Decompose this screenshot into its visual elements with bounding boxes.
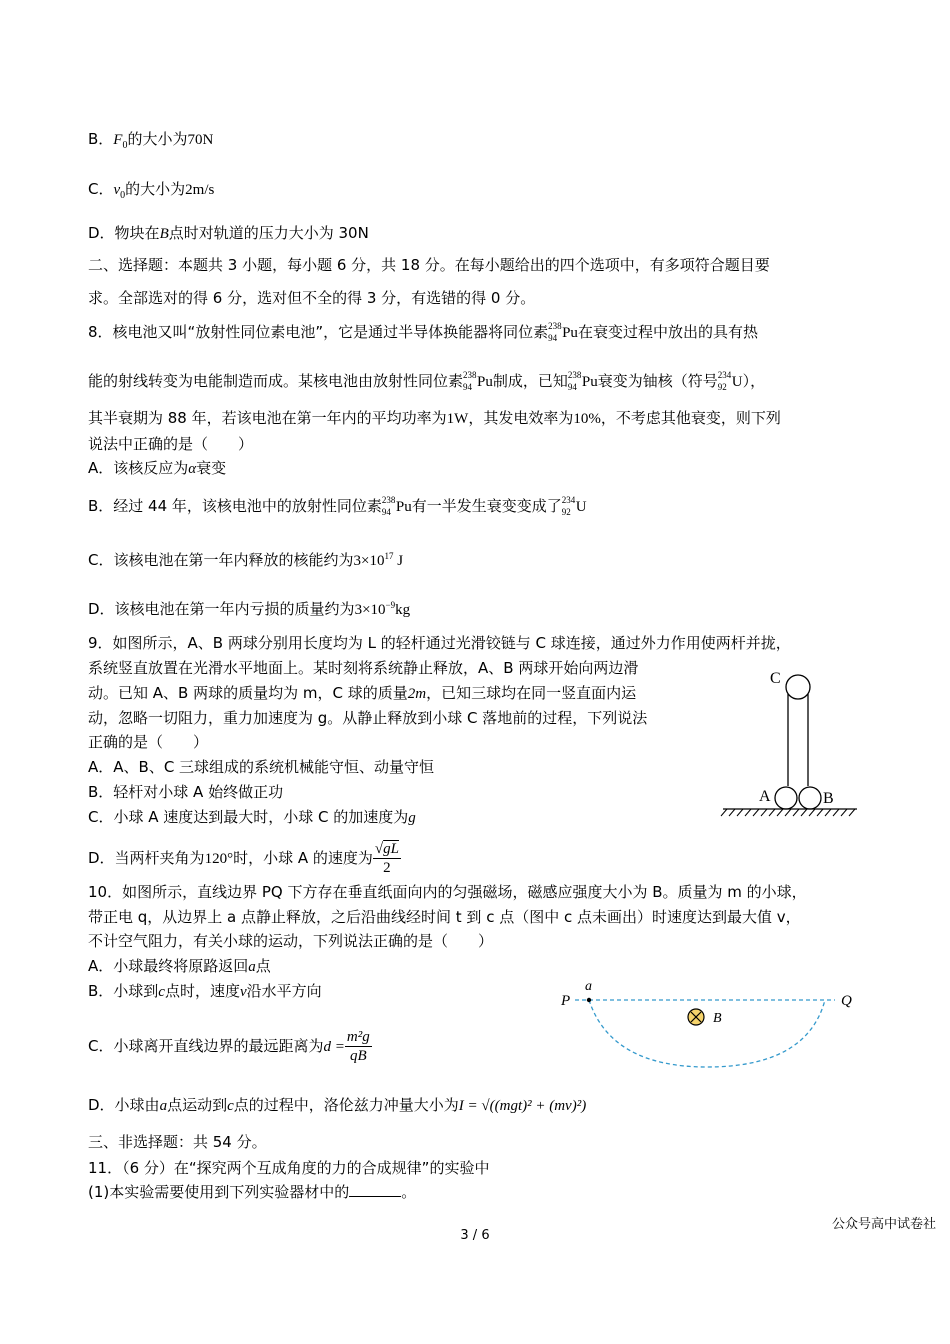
q10-stem-line1: 10．如图所示，直线边界 PQ 下方存在垂直纸面向内的匀强磁场，磁感应强度大小为 B。质量为 m 的小球， xyxy=(88,883,807,901)
label-a: A xyxy=(759,788,771,805)
label-q: Q xyxy=(841,993,852,1009)
q8-stem-line4: 说法中正确的是（ ） xyxy=(88,435,254,453)
q7-option-b: B．$F_0$的大小为70N xyxy=(88,130,214,151)
section2-heading-line1: 二、选择题：本题共 3 小题，每小题 6 分，共 18 分。在每小题给出的四个选项中，有多项符合题目要 xyxy=(88,256,770,274)
section2-heading-line2: 求。全部选对的得 6 分，选对但不全的得 3 分，有选错的得 0 分。 xyxy=(88,289,536,307)
q7-option-d: D．物块在B点时对轨道的压力大小为 30N xyxy=(88,224,369,242)
q10-stem-line2: 带正电 q，从边界上 a 点静止释放，之后沿曲线经时间 t 到 c 点（图中 c 点未画出）时速度达到最大值 v， xyxy=(88,908,801,926)
q8-option-a: A．该核反应为α衰变 xyxy=(88,459,227,477)
q9-option-c: C．小球 A 速度达到最大时，小球 C 的加速度为g xyxy=(88,808,416,826)
label-b: B xyxy=(713,1011,722,1026)
q9-option-b: B．轻杆对小球 A 始终做正功 xyxy=(88,783,284,801)
answer-blank[interactable] xyxy=(349,1182,401,1197)
q8-option-d: D．该核电池在第一年内亏损的质量约为$3\times 10^{-9}kg$ xyxy=(88,600,411,618)
q9-stem-line1: 9．如图所示，A、B 两球分别用长度均为 L 的轻杆通过光滑铰链与 C 球连接，通过外力作用使两杆并拢， xyxy=(88,634,791,652)
q9-stem-line3: 动。已知 A、B 两球的质量均为 m，C 球的质量2m，已知三球均在同一竖直面内运 xyxy=(88,684,637,702)
q8-option-c: C．该核电池在第一年内释放的核能约为$3\times 10^{17}$ J xyxy=(88,551,404,569)
isotope-pu: 238 94 xyxy=(548,321,562,343)
label-b: B xyxy=(823,790,834,807)
q8-stem-line1: 8．核电池又叫“放射性同位素电池”，它是通过半导体换能器将同位素 238 94 Pu在衰变过程中放出的具有热 xyxy=(88,321,758,343)
watermark: 公众号高中试卷社 xyxy=(831,1217,936,1232)
q10-option-a: A．小球最终将原路返回a点 xyxy=(88,957,271,975)
label-a: a xyxy=(585,979,592,994)
sqrt-fraction: $\frac{√gL}{2}$ xyxy=(374,841,399,876)
label-p: P xyxy=(561,993,571,1009)
q8-stem-line3: 其半衰期为 88 年，若该电池在第一年内的平均功率为1W，其发电效率为10%，不考虑其他衰变，则下列 xyxy=(88,409,781,427)
isotope-u: 234 92 xyxy=(717,370,732,392)
q9-stem-line5: 正确的是（ ） xyxy=(88,733,209,751)
ball-a xyxy=(775,787,797,809)
label-c: C xyxy=(770,670,781,687)
q9-stem-line4: 动，忽略一切阻力，重力加速度为 g。从静止释放到小球 C 落地前的过程，下列说法 xyxy=(88,709,648,727)
q7-option-c: C．$v_0$的大小为2m/s xyxy=(88,180,215,201)
q9-stem-line2: 系统竖直放置在光滑水平地面上。某时刻将系统静止释放，A、B 两球开始向两边滑 xyxy=(88,659,639,677)
q10-stem-line3: 不计空气阻力，有关小球的运动，下列说法正确的是（ ） xyxy=(88,932,494,950)
q9-figure xyxy=(715,660,865,820)
q9-option-a: A．A、B、C 三球组成的系统机械能守恒、动量守恒 xyxy=(88,758,435,776)
q10-option-c: C．小球离开直线边界的最远距离为d = $\frac{\text{m²g}}{qB}$ xyxy=(88,1029,370,1064)
section3-heading: 三、非选择题：共 54 分。 xyxy=(88,1133,267,1151)
point-a xyxy=(587,998,591,1002)
q11-stem-line2: (1)本实验需要使用到下列实验器材中的 。 xyxy=(88,1183,417,1201)
q10-option-b: B．小球到c点时，速度v沿水平方向 xyxy=(88,982,322,1000)
q11-stem-line1: 11．（6 分）在“探究两个互成角度的力的合成规律”的实验中 xyxy=(88,1159,490,1177)
q10-option-d: D．小球由a点运动到c点的过程中，洛伦兹力冲量大小为I = √((mgt)² + (mv)²) xyxy=(88,1096,587,1114)
q9-option-d: D．当两杆夹角为120°时，小球 A 的速度为 $\frac{√gL}{2}$ xyxy=(88,841,399,876)
ball-b xyxy=(799,787,821,809)
ball-c xyxy=(786,675,810,699)
page-number: 3 / 6 xyxy=(460,1228,490,1243)
q8-stem-line2: 能的射线转变为电能制造而成。某核电池由放射性同位素 238 94 Pu制成，已知 238 94 Pu衰变为铀核（符号 234 92 U）， xyxy=(88,370,766,392)
q10-figure xyxy=(555,975,865,1075)
q8-option-b: B．经过 44 年，该核电池中的放射性同位素 238 94 Pu有一半发生衰变变成了 234 92 U xyxy=(88,495,587,517)
